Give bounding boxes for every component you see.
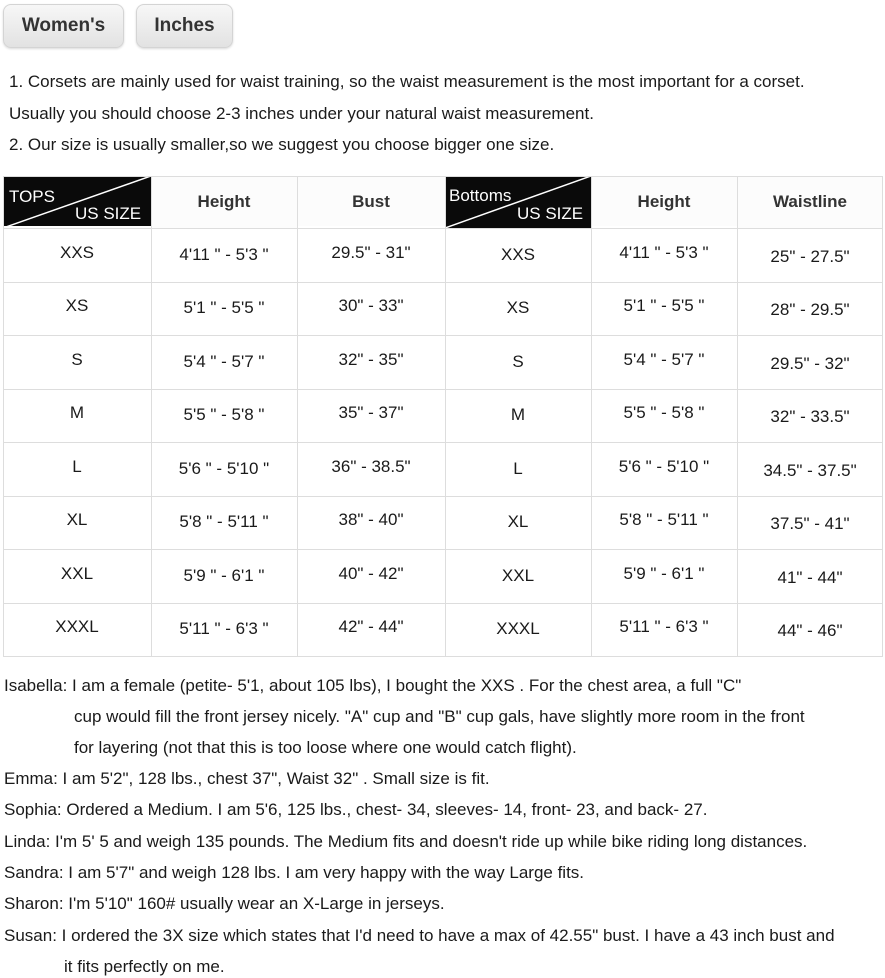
tops-height-cell: 5'4 " - 5'7 ": [151, 335, 297, 389]
tops-height-cell: 4'11 " - 5'3 ": [151, 228, 297, 282]
tops-bust-cell: 30" - 33": [297, 280, 445, 334]
table-row-divider: [3, 335, 883, 336]
tops-size-cell: XXL: [3, 547, 151, 601]
tops-height-cell: 5'6 " - 5'10 ": [151, 442, 297, 496]
review-isabella-line-3: for layering (not that this is too loose where one would catch flight).: [74, 738, 577, 757]
tops-size-cell: L: [3, 440, 151, 494]
bottoms-size-cell: L: [445, 442, 591, 496]
review-sophia: Sophia: Ordered a Medium. I am 5'6, 125 lbs., chest- 34, sleeves- 14, front- 23, and back- 27.: [4, 800, 708, 819]
bottoms-size-cell: XXL: [445, 549, 591, 603]
bottoms-size-cell: XS: [445, 282, 591, 336]
tops-size-cell: XXXL: [3, 601, 151, 655]
tops-height-cell: 5'5 " - 5'8 ": [151, 389, 297, 443]
bottoms-height-cell: 5'6 " - 5'10 ": [591, 440, 737, 494]
table-column-divider: [3, 176, 4, 656]
inches-tab-label: Inches: [154, 15, 215, 36]
review-sandra: Sandra: I am 5'7" and weigh 128 lbs. I am very happy with the way Large fits.: [4, 863, 585, 882]
tops-height-cell: 5'8 " - 5'11 ": [151, 496, 297, 550]
tops-bust-cell: 35" - 37": [297, 387, 445, 441]
bottoms-waist-cell: 25" - 27.5": [737, 230, 883, 284]
table-row-divider: [3, 282, 883, 283]
bottoms-waist-cell: 41" - 44": [737, 551, 883, 605]
bottoms-us-size-label: US SIZE: [517, 204, 584, 223]
table-row-divider: [3, 603, 883, 604]
womens-tab-label: Women's: [21, 15, 106, 36]
note-line-1: 1. Corsets are mainly used for waist training, so the waist measurement is the most important for a corset.: [9, 72, 805, 91]
table-row-divider: [3, 496, 883, 497]
tops-corner-label: TOPS: [9, 187, 55, 206]
tops-bust-cell: 42" - 44": [297, 601, 445, 655]
tops-height-header: Height: [151, 176, 297, 228]
table-column-divider: [737, 176, 738, 656]
bottoms-waist-cell: 34.5" - 37.5": [737, 444, 883, 498]
womens-tab-button[interactable]: [3, 4, 124, 48]
bottoms-height-cell: 4'11 " - 5'3 ": [591, 226, 737, 280]
review-linda: Linda: I'm 5' 5 and weigh 135 pounds. The Medium fits and doesn't ride up while bike riding long distances.: [4, 832, 808, 851]
bottoms-height-cell: 5'1 " - 5'5 ": [591, 280, 737, 334]
review-isabella-line-2: cup would fill the front jersey nicely. "A" cup and "B" cup gals, have slightly more room in the front: [74, 707, 805, 726]
inches-tab-button[interactable]: [136, 4, 233, 48]
bottoms-corner-header: [445, 176, 591, 228]
review-emma: Emma: I am 5'2", 128 lbs., chest 37", Waist 32" . Small size is fit.: [4, 769, 490, 788]
table-row-divider: [3, 228, 883, 229]
size-table: [3, 176, 883, 656]
table-row-divider: [3, 389, 883, 390]
tops-height-cell: 5'11 " - 6'3 ": [151, 603, 297, 657]
table-column-divider: [591, 176, 592, 656]
bottoms-waist-cell: 32" - 33.5": [737, 391, 883, 445]
bottoms-height-cell: 5'8 " - 5'11 ": [591, 494, 737, 548]
bottoms-size-cell: S: [445, 335, 591, 389]
tops-bust-cell: 40" - 42": [297, 547, 445, 601]
bottoms-waist-cell: 44" - 46": [737, 605, 883, 659]
tops-bust-cell: 29.5" - 31": [297, 226, 445, 280]
table-row-divider: [3, 442, 883, 443]
tops-corner-header: [3, 176, 151, 228]
bottoms-height-cell: 5'11 " - 6'3 ": [591, 601, 737, 655]
bottoms-waist-cell: 28" - 29.5": [737, 284, 883, 338]
table-row-divider: [3, 176, 883, 177]
tops-size-cell: XS: [3, 280, 151, 334]
tops-size-cell: XXS: [3, 226, 151, 280]
tops-size-cell: XL: [3, 494, 151, 548]
tops-us-size-label: US SIZE: [75, 204, 142, 223]
bottoms-height-cell: 5'9 " - 6'1 ": [591, 547, 737, 601]
tops-height-cell: 5'9 " - 6'1 ": [151, 549, 297, 603]
bottoms-waist-header: Waistline: [737, 176, 883, 228]
bottoms-height-cell: 5'5 " - 5'8 ": [591, 387, 737, 441]
bottoms-size-cell: M: [445, 389, 591, 443]
tops-size-cell: S: [3, 333, 151, 387]
review-sharon: Sharon: I'm 5'10" 160# usually wear an X-Large in jerseys.: [4, 894, 445, 913]
tops-bust-cell: 38" - 40": [297, 494, 445, 548]
table-column-divider: [445, 176, 446, 656]
bottoms-size-cell: XL: [445, 496, 591, 550]
table-column-divider: [297, 176, 298, 656]
bottoms-height-cell: 5'4 " - 5'7 ": [591, 333, 737, 387]
review-susan-line-1: Susan: I ordered the 3X size which states that I'd need to have a max of 42.55" bust. I have a 43 inch bust and: [4, 926, 835, 945]
table-column-divider: [151, 176, 152, 656]
bottoms-corner-label: Bottoms: [449, 186, 512, 205]
table-row-divider: [3, 656, 883, 657]
tops-height-cell: 5'1 " - 5'5 ": [151, 282, 297, 336]
tops-bust-cell: 36" - 38.5": [297, 440, 445, 494]
note-line-2: Usually you should choose 2-3 inches under your natural waist measurement.: [9, 104, 594, 123]
note-line-3: 2. Our size is usually smaller,so we suggest you choose bigger one size.: [9, 135, 555, 154]
tops-bust-header: Bust: [297, 176, 445, 228]
bottoms-size-cell: XXXL: [445, 603, 591, 657]
table-row-divider: [3, 549, 883, 550]
tops-bust-cell: 32" - 35": [297, 333, 445, 387]
review-isabella-line-1: Isabella: I am a female (petite- 5'1, about 105 lbs), I bought the XXS . For the chest area, a full "C": [4, 676, 742, 695]
review-susan-line-2: it fits perfectly on me.: [64, 957, 225, 976]
bottoms-height-header: Height: [591, 176, 737, 228]
tops-size-cell: M: [3, 387, 151, 441]
bottoms-waist-cell: 37.5" - 41": [737, 498, 883, 552]
table-column-divider: [882, 176, 883, 656]
bottoms-waist-cell: 29.5" - 32": [737, 337, 883, 391]
bottoms-size-cell: XXS: [445, 228, 591, 282]
